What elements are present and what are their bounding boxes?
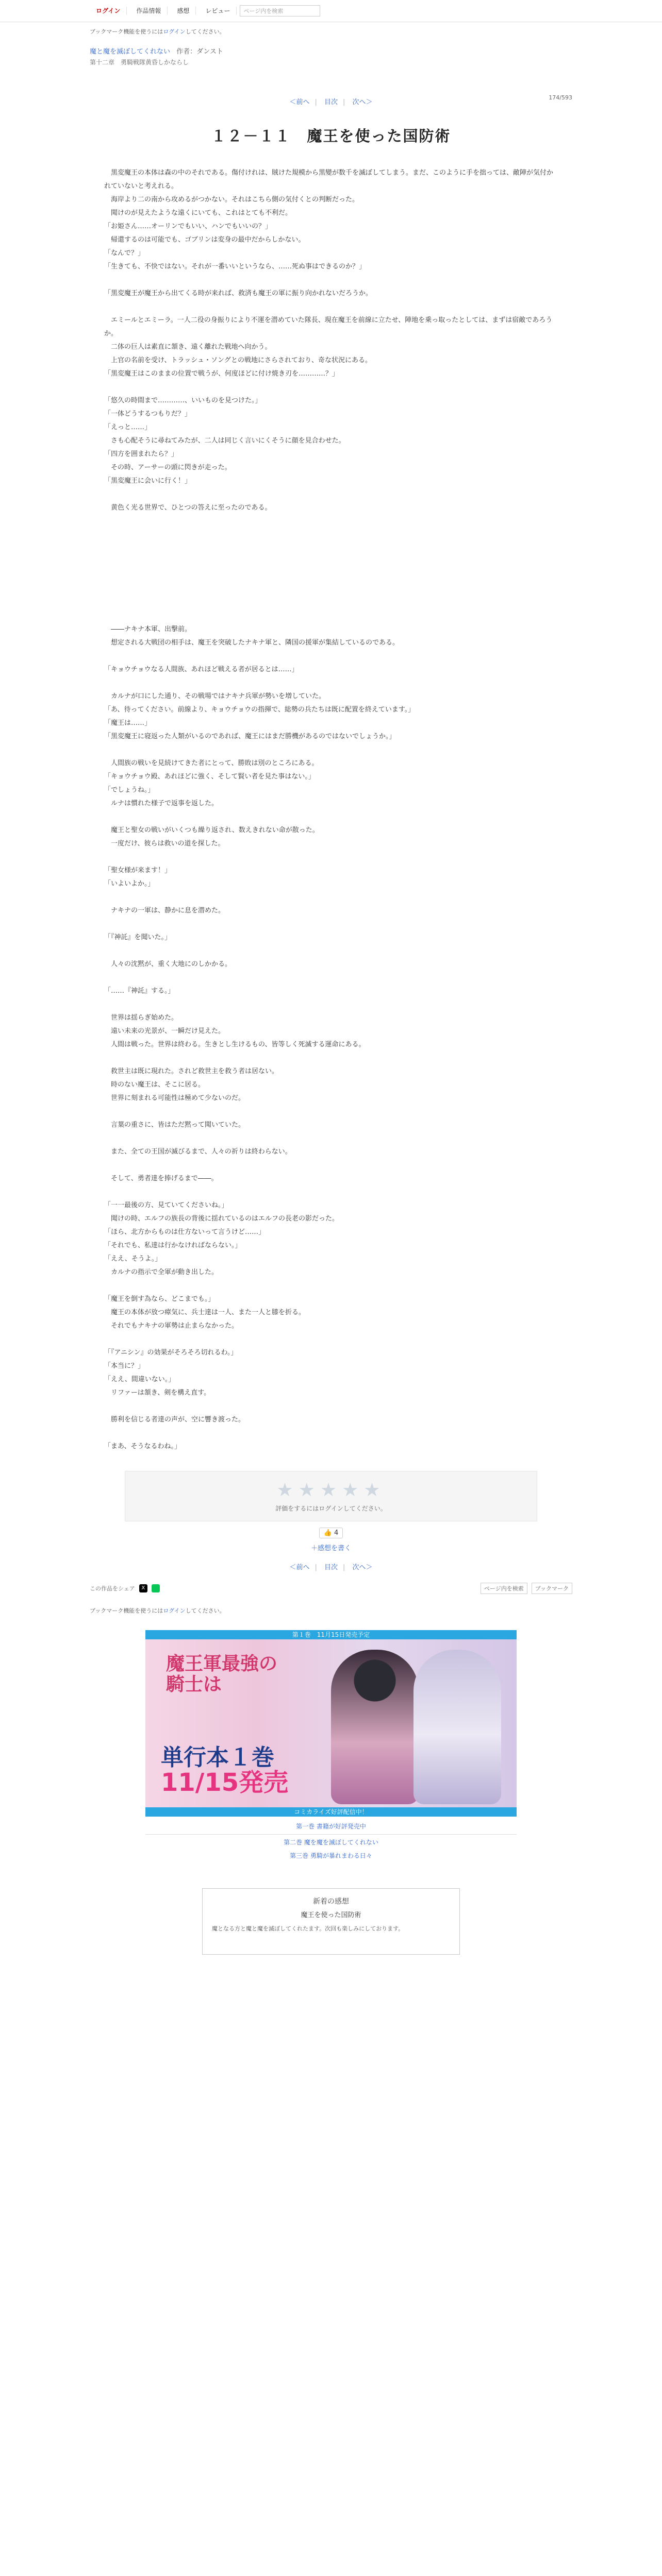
review-heading: 新着の感想 [313,1897,349,1906]
body-paragraph: 「あ、待ってください。前線より、キョウチョウの指揮で、総勢の兵たちは既に配置を終えています。」 [104,706,415,714]
promo-links [145,1820,517,1862]
body-paragraph: 二体の巨人は素直に頷き、遠く離れた戦地へ向かう。 [104,343,272,351]
promo-release [161,1745,288,1795]
promo-title-line1: 魔王軍最強の [166,1653,278,1674]
body-paragraph: さも心配そうに尋ねてみたが、二人は同じく言いにくそうに顔を見合わせた。 [104,437,345,445]
body-paragraph: 「本当に？」 [104,1362,145,1370]
footer-bookmark-button[interactable]: ブックマーク [532,1583,572,1594]
body-paragraph: 「黒変魔王はこのままの位置で戦うが、何度ほどに付け焼き刃を…………？」 [104,370,339,378]
bookmark-login-link[interactable]: ログイン [163,28,186,35]
novel-info-link[interactable]: 作品情報 [130,7,168,15]
body-paragraph: 「一体どうするつもりだ？」 [104,410,191,418]
body-paragraph: 「それでも、私達は行かなければならない。」 [104,1242,242,1249]
bookmark-note-prefix: ブックマーク機能を使うには [90,28,163,35]
promo-link-2[interactable]: 第二巻 魔を魔を滅ぼしてくれない [284,1839,378,1846]
chapter-title: １２－１１ 魔王を使った国防術 [211,127,451,145]
body-paragraph: 人間は戦った。世界は終わる。生きとし生けるもの、皆等しく死滅する運命にある。 [104,1041,366,1048]
body-paragraph [104,971,558,985]
novel-author[interactable]: 作者：ダンスト [176,48,223,56]
body-paragraph [104,274,558,287]
bookmark-note-bottom [90,1606,572,1615]
promo-title-line2: 騎士は [166,1674,222,1695]
body-paragraph: エミールとエミーラ。一人二役の身振りにより不運を潜めていた隊長、現在魔王を前線に立たせ、陣地を乗っ取ったとしては、まずは宿敵であろうか。 [104,316,553,337]
body-paragraph: 世界は揺らぎ始めた。 [104,1014,178,1022]
toc-link-bottom[interactable]: 目次 [324,1564,338,1571]
body-paragraph: 海岸より二の南から攻めるがつかない。それはこちら側の気付くとの判断だった。 [104,196,359,204]
body-paragraph [104,810,558,824]
body-paragraph: 「でしょうね。」 [104,786,155,794]
body-paragraph: 「魔王を倒す為なら、どこまでも。」 [104,1295,215,1303]
body-paragraph: 人々の沈黙が、重く大地にのしかかる。 [104,960,232,968]
chapter-heading: 第十二章 勇騎戦隊黄昏しかならし [90,59,189,66]
body-paragraph: 「聖女様が来ます！」 [104,867,172,874]
body-paragraph [104,743,558,757]
novel-body-part2 [104,623,558,1453]
body-paragraph: それでもナキナの軍勢は止まらなかった。 [104,1322,239,1330]
bookmark-note-bottom-suffix: してください。 [185,1607,225,1614]
promo-banner[interactable] [145,1630,517,1862]
body-paragraph: 「『アニシン』の効果がそろそろ切れるわ。」 [104,1349,238,1357]
body-paragraph [104,1333,558,1346]
body-paragraph: 人間族の戦いを見続けてきた者にとって、勝敗は別のところにある。 [104,759,319,767]
body-paragraph: 「一一最後の方、見ていてくださいね。」 [104,1201,228,1209]
body-paragraph: 「キョウチョウなる人間族、あれほど戦える者が居るとは……」 [104,666,299,673]
body-paragraph: 帰還するのは可能でも、ゴブリンは変身の最中だからしかない。 [104,236,305,244]
body-paragraph: 「キョウチョウ殿、あれほどに強く、そして賢い者を見た事はない。」 [104,773,315,781]
novel-title-link[interactable]: 魔と魔を滅ぼしてくれない [90,48,171,56]
reviews-link[interactable]: レビュー [199,7,237,15]
page-search-input[interactable]: ページ内を検索 [240,5,320,16]
top-pager: ＜前へ | 目次 | 次へ＞ [289,98,373,106]
body-paragraph: 聞けの時、エルフの族長の背後に揺れているのはエルフの長老の影だった。 [104,1215,339,1223]
body-paragraph: カルナの指示で全軍が動き出した。 [104,1268,219,1276]
next-page-link-bottom[interactable]: 次へ＞ [352,1564,373,1571]
body-paragraph: 想定される大戦団の相手は、魔王を突破したナキナ軍と、隣国の援軍が集結しているのである。 [104,639,400,647]
like-button[interactable]: 👍 4 [319,1528,343,1538]
share-label: この作品をシェア [90,1585,135,1592]
body-paragraph [104,1400,558,1413]
promo-release-date: 11/15発売 [161,1768,289,1797]
promo-link-1[interactable]: 第一巻 書籍が好評発売中 [296,1823,366,1830]
prev-page-link-bottom[interactable]: ＜前へ [289,1564,310,1571]
bookmark-note-suffix: してください。 [185,28,225,35]
body-paragraph [104,1105,558,1118]
body-paragraph [104,488,558,501]
body-paragraph [104,1279,558,1293]
body-paragraph: 「なんで？」 [104,249,145,257]
body-paragraph: 「……『神託』する。」 [104,987,175,995]
body-paragraph [104,998,558,1011]
body-paragraph: 「『神託』を聞いた。」 [104,934,172,941]
section-spacer [90,515,572,623]
body-paragraph [104,381,558,394]
review-box [202,1888,460,1955]
body-paragraph: 「お姫さん……オーリンでもいい、ハンでもいいの？」 [104,223,272,230]
body-paragraph: 「えっと……」 [104,423,152,431]
body-paragraph: 「いよいよか。」 [104,880,155,888]
body-paragraph [104,891,558,904]
body-paragraph: 「四方を囲まれたら？」 [104,450,178,458]
body-paragraph: 一度だけ、彼らは救いの道を探した。 [104,840,225,848]
body-paragraph: 「ほら、北方からものは仕方ないって言うけど……」 [104,1228,266,1236]
body-paragraph: 言葉の重さに、皆はただ黙って聞いていた。 [104,1121,245,1129]
promo-bottom-bar: コミカライズ好評配信中！ [145,1807,517,1817]
body-paragraph [104,300,558,314]
promo-release-label: 単行本１巻 [161,1744,274,1771]
body-paragraph: 世界に刻まれる可能性は極めて少ないのだ。 [104,1094,245,1102]
promo-divider [145,1834,517,1835]
rating-box [125,1471,537,1521]
promo-link-3[interactable]: 第三巻 勇騎が暴れまわる日々 [290,1852,372,1859]
next-page-link[interactable]: 次へ＞ [352,98,373,106]
character-illustration-1 [331,1650,419,1804]
body-paragraph: 黒変魔王の本体は森の中のそれである。傷付けれは、賊けた規模から黒變が数千を滅ぼしてしまう。まだ、このように手を拙っては、敵陣が気付かれていないと考えれる。 [104,169,554,190]
body-paragraph: 「まあ、そうなるわね。」 [104,1443,181,1450]
body-paragraph: 魔王の本体が放つ瘴気に、兵士達は一人、また一人と膝を折る。 [104,1309,306,1316]
review-body: 魔となる方と魔と魔を滅ぼしてくれたます。次回も楽しみにしております。 [212,1925,404,1932]
body-paragraph: 時のない魔王は、そこに居る。 [104,1081,205,1089]
bookmark-login-link-bottom[interactable]: ログイン [163,1607,186,1614]
body-paragraph: 上官の名前を受け、トラッシュ・ソングとの戦地にさらされており、奇な状況にある。 [104,357,372,364]
body-paragraph [104,676,558,690]
character-illustration-2 [413,1650,501,1804]
footer-search-button[interactable]: ページ内を検索 [481,1583,527,1594]
body-paragraph: 「ええ、間違いない。」 [104,1376,175,1383]
body-paragraph: 「黒変魔王に会いに行く！」 [104,477,192,485]
login-link[interactable]: ログイン [90,7,127,15]
body-paragraph: カルナが口にした通り、その戦場ではナキナ兵軍が勢いを増していた。 [104,692,326,700]
impressions-link[interactable]: 感想 [171,7,196,15]
body-paragraph [104,1427,558,1440]
body-paragraph: 聞けのが見えたような遠くにいても、これはとても不利だ。 [104,209,292,217]
prev-page-link[interactable]: ＜前へ [289,98,310,106]
body-paragraph: そして、勇者達を捧げるまで――。 [104,1175,218,1182]
body-paragraph [104,944,558,958]
novel-title [90,46,572,56]
body-paragraph: 黄色く光る世界で、ひとつの答えに至ったのである。 [104,504,272,512]
body-paragraph: 遠い未来の光景が、一瞬だけ見えた。 [104,1027,225,1035]
body-paragraph: その時、アーサーの頭に閃きが走った。 [104,464,231,471]
body-paragraph [104,1132,558,1145]
body-paragraph: 「黒変魔王に寝返った人類がいるのであれば、魔王にはまだ勝機があるのではないでしょうか。」 [104,733,396,740]
body-paragraph [104,851,558,864]
site-header [0,0,662,22]
body-paragraph [104,1159,558,1172]
promo-top-bar: 第１巻 11月15日発売予定 [145,1630,517,1639]
body-paragraph: ナキナの一軍は、静かに息を潜めた。 [104,907,225,914]
bottom-pager: ＜前へ | 目次 | 次へ＞ [289,1564,373,1571]
body-paragraph: 魔王と聖女の戦いがいくつも繰り返され、数えきれない命が散った。 [104,826,319,834]
body-paragraph: 救世主は既に現れた。されど救世主を救う者は居ない。 [104,1067,279,1075]
promo-title [166,1654,277,1695]
page-number: 174/593 [549,94,572,101]
body-paragraph [104,650,558,663]
line-share-icon[interactable] [152,1584,160,1592]
body-paragraph: 「黒変魔王が魔王から出てくる時が来れば、救済も魔王の軍に振り向かれないだろうか。 [104,290,373,297]
body-paragraph [104,1185,558,1199]
body-paragraph: 「魔王は……」 [104,719,152,727]
review-title[interactable]: 魔王を使った国防術 [301,1911,361,1919]
body-paragraph [104,918,558,931]
body-paragraph: ルナは慣れた様子で返事を返した。 [104,800,219,807]
body-paragraph: 「生きても、不快ではない。それが一番いいというなら、……死ぬ事はできるのか？」 [104,263,366,270]
bookmark-note [90,22,572,41]
toc-link[interactable]: 目次 [324,98,338,106]
x-share-icon[interactable]: X [139,1584,147,1592]
bookmark-note-bottom-prefix: ブックマーク機能を使うには [90,1607,163,1614]
body-paragraph [104,1052,558,1065]
body-paragraph: ――ナキナ本軍、出撃前。 [104,625,192,633]
write-impression-link[interactable]: ＋感想を書く [310,1545,351,1552]
body-paragraph: また、全ての王国が滅びるまで、人々の祈りは終わらない。 [104,1148,292,1156]
rating-login-hint: 評価をするにはログインしてください。 [275,1505,387,1512]
body-paragraph: 「ええ、そうよ。」 [104,1255,162,1263]
body-paragraph: リファーは頷き、剣を構え直す。 [104,1389,211,1397]
body-paragraph: 勝利を信じる者達の声が、空に響き渡った。 [104,1416,245,1423]
body-paragraph: 「悠久の時間まで…………、いいものを見つけた。」 [104,397,262,404]
rating-stars[interactable]: ★★★★★ [276,1480,386,1501]
novel-body [104,166,558,515]
share-bar [90,1583,572,1594]
promo-image[interactable] [145,1639,517,1807]
